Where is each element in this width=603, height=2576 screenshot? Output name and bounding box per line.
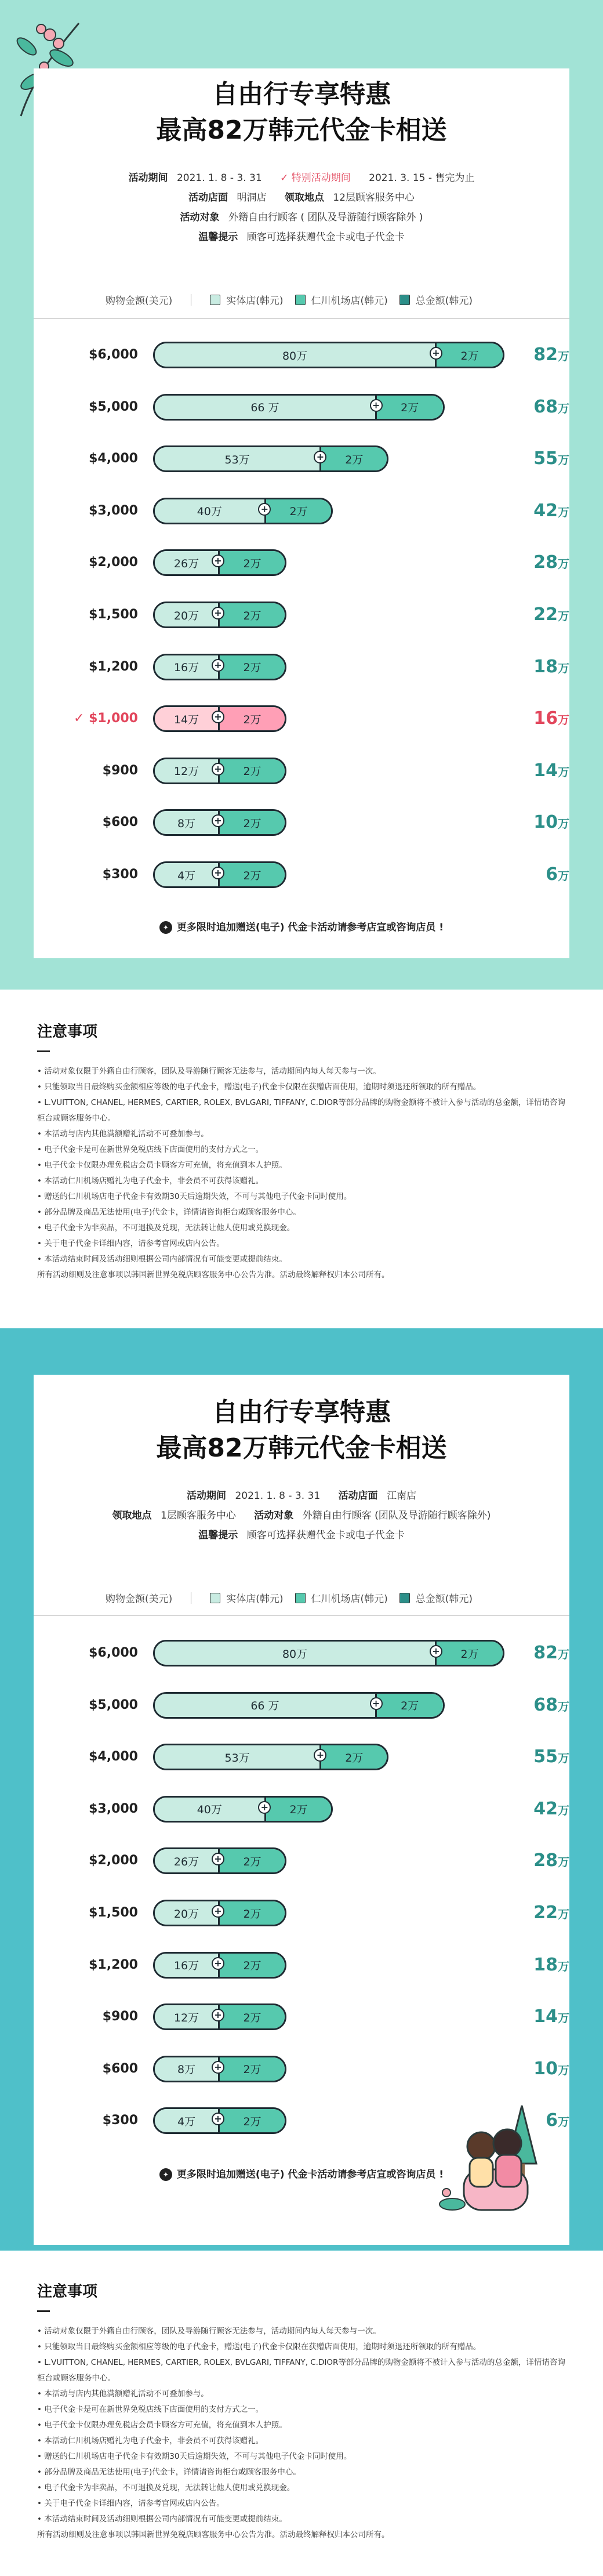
plus-icon: +	[212, 814, 224, 827]
pickup-value: 12层顾客服务中心	[333, 192, 415, 204]
legend-airport: 仁川机场店(韩元)	[311, 295, 388, 307]
tip-label: 温馨提示	[198, 1530, 238, 1541]
tier-total: 82万	[533, 345, 569, 365]
tier-bar	[153, 1692, 445, 1719]
legend-swatch-instore	[210, 1593, 220, 1603]
plus-icon: +	[212, 763, 224, 776]
tier-row	[34, 1689, 569, 1722]
airport-amount: 2万	[218, 551, 285, 574]
period-value: 2021. 1. 8 - 3. 31	[235, 1490, 321, 1502]
airport-amount: 2万	[218, 2109, 285, 2132]
tier-bar	[153, 1796, 333, 1823]
note-item: • 电子代金卡仅限办理免税店会员卡顾客方可充值，将充值到本人护照。	[37, 1161, 287, 1170]
plus-icon: +	[212, 1853, 224, 1865]
legend-airport: 仁川机场店(韩元)	[311, 1593, 388, 1605]
plus-icon: +	[430, 1645, 442, 1658]
tier-total: 42万	[533, 500, 569, 521]
plus-icon: +	[212, 555, 224, 567]
note-item: • 部分品牌及商品无法使用(电子)代金卡，详情请咨询柜台或顾客服务中心。	[37, 2468, 301, 2477]
footnote-text: 更多限时追加赠送(电子) 代金卡活动请参考店宣或咨询店员 !	[176, 2169, 444, 2180]
airport-amount: 2万	[218, 863, 285, 886]
promo-section-myeongdong	[0, 0, 603, 990]
tier-row	[34, 339, 569, 371]
tier-usd: $3,000	[89, 1801, 138, 1816]
promo-footnote	[34, 919, 569, 934]
store-value: 明洞店	[237, 192, 267, 204]
instore-amount: 16万	[155, 1954, 218, 1977]
airport-amount: 2万	[375, 1694, 443, 1717]
notes-heading: 注意事项	[37, 2283, 98, 2300]
instore-amount: 80万	[155, 1642, 435, 1665]
tier-usd: $4,000	[89, 1749, 138, 1765]
tier-bar	[153, 1744, 388, 1770]
note-item: • 活动对象仅限于外籍自由行顾客，团队及导游随行顾客无法参与，活动期间内每人每天参与一次。	[37, 2327, 381, 2336]
instore-amount: 40万	[155, 1798, 264, 1821]
plus-icon: +	[212, 1905, 224, 1918]
instore-amount: 26万	[155, 551, 218, 574]
note-item: • L.VUITTON, CHANEL, HERMES, CARTIER, ROLEX, BVLGARI, TIFFANY, C.DIOR等部分品牌的购物金额将不被计入参与活动的总金额，详情请咨询柜台或顾客服务中心。	[37, 1098, 565, 1123]
target-value: 外籍自由行顾客 (团队及导游随行顾客除外)	[302, 1510, 491, 1521]
promo2-info	[34, 1486, 569, 1545]
tier-row	[34, 858, 569, 891]
tier-row	[34, 599, 569, 631]
tier-usd: $2,000	[89, 555, 138, 570]
plus-icon: +	[212, 659, 224, 672]
note-item: • 赠送的仁川机场店电子代金卡有效期30天后逾期失效，不可与其他电子代金卡同时使用。	[37, 2452, 352, 2461]
tier-usd: $1,500	[89, 1905, 138, 1920]
tier-total: 14万	[533, 2006, 569, 2027]
tier-row	[34, 2053, 569, 2085]
legend-swatch-airport	[295, 295, 306, 305]
tier-usd: $1,200	[89, 1957, 138, 1972]
note-item: • 关于电子代金卡详细内容，请参考官网或店内公告。	[37, 1239, 224, 1248]
tier-total: 14万	[533, 760, 569, 781]
note-item: • 本活动与店内其他满额赠礼活动不可叠加参与。	[37, 2389, 209, 2399]
tier-total: 18万	[533, 1954, 569, 1975]
airport-amount: 2万	[319, 447, 387, 470]
tier-usd: $900	[102, 2009, 138, 2024]
notes-divider	[37, 1050, 50, 1052]
tier-row	[34, 546, 569, 579]
tier-bar	[153, 342, 504, 368]
legend-total: 总金额(韩元)	[415, 295, 473, 307]
store-label: 活动店面	[188, 192, 228, 204]
instore-amount: 14万	[155, 707, 218, 730]
instore-amount: 12万	[155, 2005, 218, 2028]
plus-icon: +	[212, 867, 224, 879]
note-item: 所有活动细则及注意事项以韩国新世界免税店顾客服务中心公告为准。活动最终解释权归本公司所有。	[37, 2530, 390, 2539]
note-item: • 本活动与店内其他满额赠礼活动不可叠加参与。	[37, 1129, 209, 1139]
tier-total: 42万	[533, 1798, 569, 1819]
legend-total: 总金额(韩元)	[415, 1593, 473, 1605]
promo-info	[34, 168, 569, 247]
airport-amount: 2万	[218, 707, 285, 730]
tier-usd: $300	[102, 2113, 138, 2128]
tier-usd: $2,000	[89, 1853, 138, 1868]
tier-usd: $5,000	[89, 1697, 138, 1712]
tier-total: 16万	[533, 708, 569, 729]
target-value: 外籍自由行顾客 ( 团队及导游随行顾客除外 )	[228, 212, 423, 223]
note-item: • 只能领取当日最终购买金额相应等级的电子代金卡，赠送(电子)代金卡仅限在获赠店面使用，逾期时须退还所领取的所有赠品。	[37, 1082, 481, 1092]
tier-row	[34, 1793, 569, 1825]
instore-amount: 53万	[155, 447, 319, 470]
tier-total: 68万	[533, 1694, 569, 1715]
note-item: • 赠送的仁川机场店电子代金卡有效期30天后逾期失效，不可与其他电子代金卡同时使用。	[37, 1192, 352, 1201]
plus-icon: +	[314, 451, 326, 463]
gift-icon: ✦	[159, 2168, 172, 2181]
tier-usd: $1,200	[89, 659, 138, 674]
instore-amount: 80万	[155, 343, 435, 367]
tier-usd: $600	[102, 815, 138, 830]
note-item: • 本活动结束时间及活动细则根据公司内部情况有可能变更或提前结束。	[37, 2515, 287, 2524]
instore-amount: 66 万	[155, 1694, 375, 1717]
airport-amount: 2万	[264, 499, 332, 523]
note-item: • 关于电子代金卡详细内容，请参考官网或店内公告。	[37, 2499, 224, 2508]
plus-icon: +	[212, 711, 224, 723]
tier-row	[34, 702, 569, 735]
plus-icon: +	[212, 2009, 224, 2021]
tier-total: 22万	[533, 1903, 569, 1923]
tier-row	[34, 2001, 569, 2033]
tier-usd: $1,500	[89, 607, 138, 622]
airport-amount: 2万	[435, 1642, 503, 1665]
plus-icon: +	[258, 1801, 271, 1814]
airport-amount: 2万	[218, 1954, 285, 1977]
tier-row	[34, 1949, 569, 1981]
period-value: 2021. 1. 8 - 3. 31	[176, 172, 262, 184]
legend-purchase: 购物金额(美元)	[106, 1593, 173, 1605]
legend-swatch-airport	[295, 1593, 306, 1603]
promo-section-gangnam	[0, 1328, 603, 2251]
gift-icon: ✦	[159, 921, 172, 934]
plus-icon: +	[212, 1957, 224, 1970]
tier-total: 28万	[533, 552, 569, 573]
special-period-label: ✓ 特别活动期间	[280, 172, 351, 184]
plus-icon: +	[314, 1749, 326, 1762]
instore-amount: 16万	[155, 655, 218, 679]
notes-list	[37, 1064, 566, 1283]
tier-total: 55万	[533, 448, 569, 469]
tier-usd: $5,000	[89, 399, 138, 414]
tier-row	[34, 443, 569, 475]
notes-heading: 注意事项	[37, 1023, 98, 1041]
instore-amount: 26万	[155, 1849, 218, 1872]
tip-value: 顾客可选择获赠代金卡或电子代金卡	[246, 231, 405, 243]
instore-amount: 53万	[155, 1745, 319, 1769]
plus-icon: +	[430, 347, 442, 360]
legend-rule	[34, 1615, 569, 1616]
note-item: • 本活动仁川机场店赠礼为电子代金卡，非会员不可获得该赠礼。	[37, 2436, 264, 2445]
airport-amount: 2万	[218, 2057, 285, 2081]
target-label: 活动对象	[254, 1510, 294, 1521]
tier-bar	[153, 1640, 504, 1666]
tier-total: 6万	[546, 2110, 569, 2131]
tier-total: 18万	[533, 656, 569, 677]
target-label: 活动对象	[180, 212, 220, 223]
tier-total: 22万	[533, 604, 569, 625]
tier-row	[34, 1845, 569, 1877]
instore-amount: 4万	[155, 2109, 218, 2132]
plus-icon: +	[212, 2113, 224, 2125]
store-label: 活动店面	[338, 1490, 378, 1502]
airport-amount: 2万	[218, 759, 285, 782]
couple-illustration	[429, 2082, 545, 2222]
legend-purchase: 购物金额(美元)	[106, 295, 173, 307]
instore-amount: 66 万	[155, 396, 375, 419]
note-item: • 本活动仁川机场店赠礼为电子代金卡，非会员不可获得该赠礼。	[37, 1176, 264, 1186]
legend-swatch-instore	[210, 295, 220, 305]
pickup-label: 领取地点	[112, 1510, 152, 1521]
tier-usd: $900	[102, 763, 138, 778]
promo-card	[34, 68, 569, 958]
tier-row	[34, 1637, 569, 1669]
tier-row	[34, 806, 569, 839]
instore-amount: 12万	[155, 759, 218, 782]
tier-row	[34, 755, 569, 787]
instore-amount: 40万	[155, 499, 264, 523]
note-item: • 活动对象仅限于外籍自由行顾客，团队及导游随行顾客无法参与，活动期间内每人每天参与一次。	[37, 1067, 381, 1076]
tier-usd: $3,000	[89, 503, 138, 518]
airport-amount: 2万	[375, 396, 443, 419]
promo-title-line1: 自由行专享特惠	[212, 79, 391, 109]
chart-legend-2	[106, 1590, 473, 1605]
tier-total: 10万	[533, 812, 569, 833]
promo2-title-line1: 自由行专享特惠	[212, 1397, 391, 1427]
tier-bar	[153, 498, 333, 524]
tip-label: 温馨提示	[198, 231, 238, 243]
airport-amount: 2万	[319, 1745, 387, 1769]
note-item: 所有活动细则及注意事项以韩国新世界免税店顾客服务中心公告为准。活动最终解释权归本公司所有。	[37, 1270, 390, 1280]
note-item: • 电子代金卡仅限办理免税店会员卡顾客方可充值，将充值到本人护照。	[37, 2421, 287, 2430]
special-period-value: 2021. 3. 15 - 售完为止	[369, 172, 475, 184]
tier-total: 82万	[533, 1643, 569, 1663]
tier-bar	[153, 445, 388, 472]
instore-amount: 20万	[155, 1901, 218, 1925]
plus-icon: +	[370, 399, 383, 412]
tier-total: 68万	[533, 396, 569, 417]
instore-amount: 20万	[155, 603, 218, 626]
legend-swatch-total	[399, 295, 410, 305]
airport-amount: 2万	[218, 1901, 285, 1925]
note-item: • 部分品牌及商品无法使用(电子)代金卡，详情请咨询柜台或顾客服务中心。	[37, 1208, 301, 1217]
pickup-value: 1层顾客服务中心	[161, 1510, 236, 1521]
airport-amount: 2万	[218, 1849, 285, 1872]
tier-row	[34, 495, 569, 527]
airport-amount: 2万	[264, 1798, 332, 1821]
tier-total: 6万	[546, 864, 569, 885]
plus-icon: +	[258, 503, 271, 516]
promo2-title-line2: 最高82万韩元代金卡相送	[156, 1433, 447, 1463]
tier-bar	[153, 394, 445, 421]
notes-section-2	[37, 2280, 566, 2543]
tier-row	[34, 391, 569, 423]
tier-usd: $4,000	[89, 451, 138, 466]
legend-swatch-total	[399, 1593, 410, 1603]
tier-usd: $600	[102, 2061, 138, 2076]
pickup-label: 领取地点	[284, 192, 324, 204]
store-value: 江南店	[386, 1490, 416, 1502]
tip-value: 顾客可选择获赠代金卡或电子代金卡	[246, 1530, 405, 1541]
tier-usd: ✓ $1,000	[74, 711, 138, 726]
tier-row	[34, 1741, 569, 1773]
note-item: • 电子代金卡为非卖品，不可退换及兑现，无法转让他人使用或兑换现金。	[37, 1223, 295, 1233]
note-item: • 电子代金卡为非卖品，不可退换及兑现，无法转让他人使用或兑换现金。	[37, 2483, 295, 2492]
notes-divider	[37, 2310, 50, 2312]
note-item: • L.VUITTON, CHANEL, HERMES, CARTIER, ROLEX, BVLGARI, TIFFANY, C.DIOR等部分品牌的购物金额将不被计入参与活动的总金额，详情请咨询柜台或顾客服务中心。	[37, 2358, 565, 2383]
notes-section-1	[37, 1020, 566, 1283]
airport-amount: 2万	[435, 343, 503, 367]
note-item: • 只能领取当日最终购买金额相应等级的电子代金卡，赠送(电子)代金卡仅限在获赠店面使用，逾期时须退还所领取的所有赠品。	[37, 2342, 481, 2352]
plus-icon: +	[212, 2061, 224, 2074]
tier-row	[34, 1897, 569, 1929]
legend-instore: 实体店(韩元)	[226, 295, 284, 307]
instore-amount: 8万	[155, 2057, 218, 2081]
chart-legend	[106, 292, 473, 307]
plus-icon: +	[212, 607, 224, 619]
airport-amount: 2万	[218, 603, 285, 626]
notes-list	[37, 2324, 566, 2543]
legend-rule	[34, 318, 569, 319]
note-item: • 电子代金卡是可在新世界免税店线下店面使用的支付方式之一。	[37, 1145, 264, 1154]
note-item: • 电子代金卡是可在新世界免税店线下店面使用的支付方式之一。	[37, 2405, 264, 2414]
tier-usd: $300	[102, 867, 138, 882]
tier-total: 55万	[533, 1747, 569, 1767]
tier-total: 28万	[533, 1850, 569, 1871]
instore-amount: 4万	[155, 863, 218, 886]
airport-amount: 2万	[218, 2005, 285, 2028]
promo-title-line2: 最高82万韩元代金卡相送	[156, 115, 447, 145]
tier-row	[34, 651, 569, 683]
tier-usd: $6,000	[89, 1646, 138, 1660]
note-item: • 本活动结束时间及活动细则根据公司内部情况有可能变更或提前结束。	[37, 1255, 287, 1264]
instore-amount: 8万	[155, 811, 218, 834]
airport-amount: 2万	[218, 811, 285, 834]
period-label: 活动期间	[187, 1490, 227, 1502]
legend-instore: 实体店(韩元)	[226, 1593, 284, 1605]
plus-icon: +	[370, 1697, 383, 1710]
footnote-text: 更多限时追加赠送(电子) 代金卡活动请参考店宣或咨询店员 !	[176, 922, 444, 933]
period-label: 活动期间	[128, 172, 168, 184]
tier-usd: $6,000	[89, 347, 138, 362]
tier-total: 10万	[533, 2058, 569, 2079]
airport-amount: 2万	[218, 655, 285, 679]
